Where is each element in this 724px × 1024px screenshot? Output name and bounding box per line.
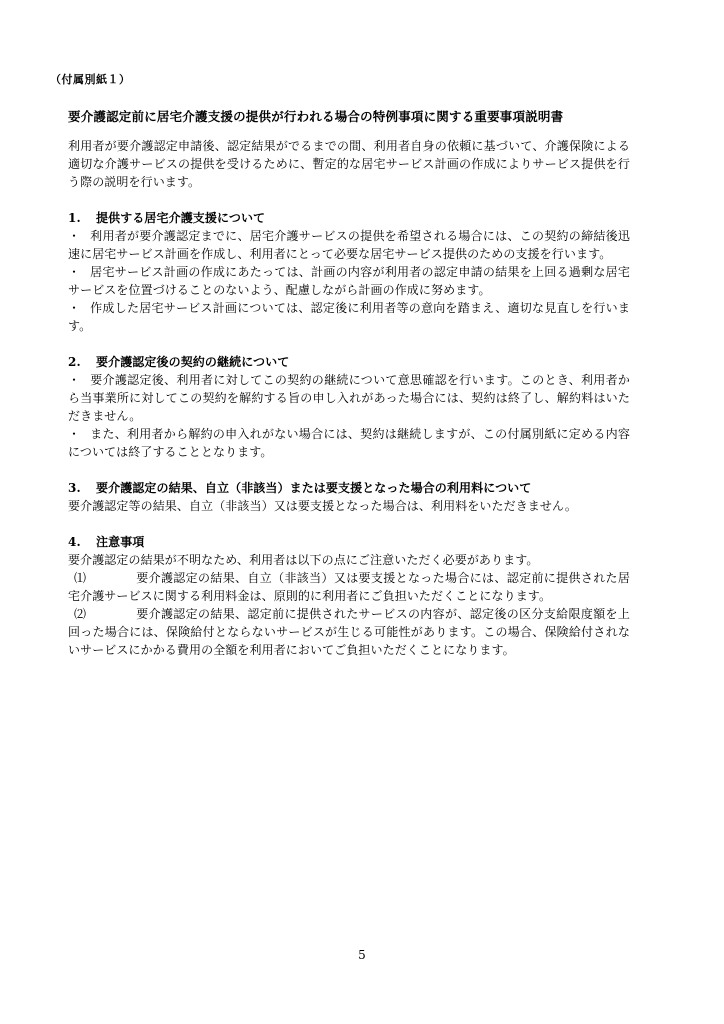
- section-2: [68, 353, 630, 461]
- bullet-text: 要介護認定後、利用者に対してこの契約の継続について意思確認を行います。このとき、利用者から当事業所に対してこの契約を解約する旨の申し入れがあった場合には、契約は終了し、解約料はいただきません。: [68, 373, 630, 423]
- item-text: 要介護認定の結果、自立（非該当）又は要支援となった場合には、認定前に提供された居宅介護サービスに関する利用料金は、原則的に利用者にご負担いただくことになります。: [68, 571, 630, 603]
- section-body: 要介護認定の結果が不明なため、利用者は以下の点にご注意いただく必要があります。: [68, 553, 539, 567]
- section-title: 提供する居宅介護支援について: [96, 211, 266, 225]
- bullet-item: [68, 263, 630, 299]
- bullet-mark: ・: [68, 373, 81, 387]
- bullet-text: 利用者が要介護認定までに、居宅介護サービスの提供を希望される場合には、この契約の締結後迅速に居宅サービス計画を作成し、利用者にとって必要な居宅サービス提供のための支援を行います。: [68, 229, 630, 261]
- bullet-mark: ・: [68, 427, 81, 441]
- section-1: [68, 209, 630, 335]
- section-3: [68, 479, 630, 515]
- page-number: 5: [358, 948, 366, 962]
- section-heading: [68, 353, 630, 371]
- section-heading: [68, 209, 630, 227]
- bullet-item: [68, 371, 630, 425]
- bullet-text: 作成した居宅サービス計画については、認定後に利用者等の意向を踏まえ、適切な見直しを行います。: [68, 301, 630, 333]
- section-heading: [68, 533, 630, 551]
- numbered-item: [68, 605, 630, 659]
- item-number: ⑴: [74, 571, 87, 585]
- bullet-mark: ・: [68, 265, 81, 279]
- bullet-item: [68, 425, 630, 461]
- bullet-item: [68, 299, 630, 335]
- section-title: 要介護認定後の契約の継続について: [96, 355, 290, 369]
- bullet-text: 居宅サービス計画の作成にあたっては、計画の内容が利用者の認定申請の結果を上回る過剰な居宅サービスを位置づけることのないよう、配慮しながら計画の作成に努めます。: [68, 265, 630, 297]
- section-heading: [68, 479, 630, 497]
- document-body: [68, 137, 630, 659]
- section-body: 要介護認定等の結果、自立（非該当）又は要支援となった場合は、利用料をいただきません。: [68, 499, 577, 513]
- section-4: [68, 533, 630, 659]
- item-text: 要介護認定の結果、認定前に提供されたサービスの内容が、認定後の区分支給限度額を上回った場合には、保険給付とならないサービスが生じる可能性があります。この場合、保険給付されないサービスにかかる費用の全額を利用者においてご負担いただくことになります。: [68, 607, 630, 657]
- intro-paragraph: 利用者が要介護認定申請後、認定結果がでるまでの間、利用者自身の依頼に基づいて、介護保険による適切な介護サービスの提供を受けるために、暫定的な居宅サービス計画の作成によりサービス提供を行う際の説明を行います。: [68, 139, 630, 189]
- document-title: 要介護認定前に居宅介護支援の提供が行われる場合の特例事項に関する重要事項説明書: [68, 109, 564, 124]
- item-number: ⑵: [74, 607, 87, 621]
- bullet-mark: ・: [68, 301, 81, 315]
- bullet-item: [68, 227, 630, 263]
- section-title: 要介護認定の結果、自立（非該当）または要支援となった場合の利用料について: [96, 481, 532, 495]
- bullet-text: また、利用者から解約の申入れがない場合には、契約は継続しますが、この付属別紙に定める内容については終了することとなります。: [68, 427, 630, 459]
- section-number: 2.: [68, 355, 81, 369]
- bullet-mark: ・: [68, 229, 81, 243]
- section-title: 注意事項: [96, 535, 145, 549]
- section-number: 4.: [68, 535, 81, 549]
- section-number: 1.: [68, 211, 81, 225]
- attachment-label: （付属別紙１）: [50, 73, 131, 86]
- section-number: 3.: [68, 481, 81, 495]
- numbered-item: [68, 569, 630, 605]
